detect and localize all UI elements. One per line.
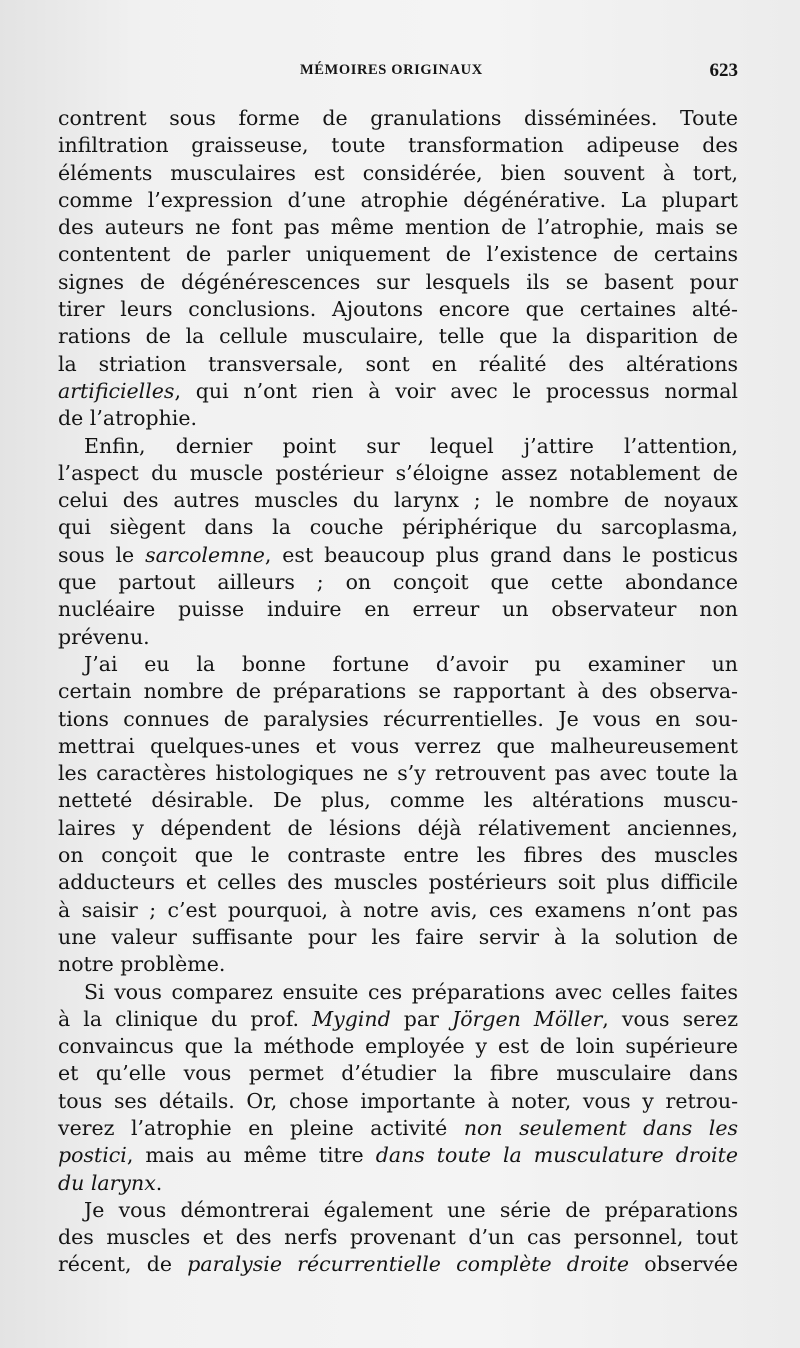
text-span: l’aspect du muscle postérieur s’éloigne assez notablement de <box>58 460 738 485</box>
text-span: par <box>390 1006 453 1031</box>
text-line <box>58 460 738 487</box>
text-span: à saisir ; c’est pourquoi, à notre avis, ces examens n’ont pas <box>58 897 738 922</box>
text-span: une valeur suffisante pour les faire servir à la solution de <box>58 924 738 949</box>
text-line <box>58 787 738 814</box>
text-span: rations de la cellule musculaire, telle que la disparition de <box>58 324 738 349</box>
text-span: , qui n’ont rien à voir avec le processus normal <box>174 378 738 403</box>
text-span: contentent de parler uniquement de l’existence de certains <box>58 242 738 267</box>
text-line <box>58 1006 738 1033</box>
text-span: comme l’expression d’une atrophie dégénérative. La plupart <box>58 187 738 212</box>
text-span: que partout ailleurs ; on conçoit que cette abondance <box>58 570 738 595</box>
text-line <box>58 1088 738 1115</box>
page-number: 623 <box>709 60 738 81</box>
page-header <box>60 62 738 86</box>
text-line <box>58 1142 738 1169</box>
text-line <box>58 378 738 405</box>
text-line <box>58 842 738 869</box>
text-line <box>58 596 738 623</box>
text-span: , est beaucoup plus grand dans le posticus <box>264 542 738 567</box>
running-head: MÉMOIRES ORIGINAUX <box>300 62 483 78</box>
text-span: des muscles et des nerfs provenant d’un cas personnel, tout <box>58 1225 738 1250</box>
text-span: . <box>155 1170 163 1195</box>
italic-text: paralysie récurrentielle complète droite <box>187 1252 629 1277</box>
text-line <box>58 433 738 460</box>
text-line <box>58 897 738 924</box>
text-span: , vous serez <box>602 1006 738 1031</box>
text-line <box>58 1224 738 1251</box>
text-span: à la clinique du prof. <box>58 1006 313 1031</box>
text-span: signes de dégénérescences sur lesquels ils se basent pour <box>58 269 738 294</box>
text-line <box>58 296 738 323</box>
text-span: et qu’elle vous permet d’étudier la fibre musculaire dans <box>58 1061 738 1086</box>
text-span: récent, de <box>58 1252 188 1277</box>
text-span: notre problème. <box>58 952 226 977</box>
text-span: , mais au même titre <box>126 1143 376 1168</box>
text-line <box>58 951 738 978</box>
text-line <box>58 733 738 760</box>
text-line <box>58 487 738 514</box>
text-line <box>58 269 738 296</box>
text-line <box>58 160 738 187</box>
italic-text: du larynx <box>58 1170 156 1195</box>
body-text <box>58 105 738 1279</box>
text-span: verez l’atrophie en pleine activité <box>58 1115 464 1140</box>
text-line <box>58 323 738 350</box>
text-line <box>58 1170 738 1197</box>
text-span: Je vous démontrerai également une série de préparations <box>84 1197 738 1222</box>
text-span: tirer leurs conclusions. Ajoutons encore que certaines alté- <box>58 297 738 322</box>
text-span: nucléaire puisse induire en erreur un observateur non <box>58 597 738 622</box>
italic-text: dans toute la musculature droite <box>375 1143 738 1168</box>
text-span: on conçoit que le contraste entre les fibres des muscles <box>58 843 738 868</box>
text-line <box>58 1115 738 1142</box>
text-span: observée <box>629 1252 738 1277</box>
text-span: éléments musculaires est considérée, bien souvent à tort, <box>58 160 738 185</box>
text-span: les caractères histologiques ne s’y retrouvent pas avec toute la <box>58 761 738 786</box>
text-span: infiltration graisseuse, toute transformation adipeuse des <box>58 133 738 158</box>
text-line <box>58 624 738 651</box>
text-line <box>58 924 738 951</box>
text-span: Enfin, dernier point sur lequel j’attire l’attention, <box>84 433 738 458</box>
text-span: tous ses détails. Or, chose importante à noter, vous y retrou- <box>58 1088 738 1113</box>
text-line <box>58 651 738 678</box>
italic-text: non seulement dans les <box>463 1115 738 1140</box>
text-line <box>58 405 738 432</box>
text-line <box>58 815 738 842</box>
text-line <box>58 869 738 896</box>
text-line <box>58 979 738 1006</box>
text-span: de l’atrophie. <box>58 406 197 431</box>
text-line <box>58 514 738 541</box>
text-span: adducteurs et celles des muscles postérieurs soit plus difficile <box>58 870 738 895</box>
text-line <box>58 1033 738 1060</box>
text-line <box>58 760 738 787</box>
italic-text: Jörgen Möller <box>452 1006 603 1031</box>
text-line <box>58 105 738 132</box>
italic-text: postici <box>58 1143 127 1168</box>
text-span: Si vous comparez ensuite ces préparations avec celles faites <box>84 979 738 1004</box>
text-span: celui des autres muscles du larynx ; le nombre de noyaux <box>58 488 738 513</box>
text-line <box>58 1060 738 1087</box>
text-line <box>58 1251 738 1278</box>
text-span: qui siègent dans la couche périphérique du sarcoplasma, <box>58 515 738 540</box>
text-span: certain nombre de préparations se rapportant à des observa- <box>58 679 738 704</box>
text-line <box>58 187 738 214</box>
italic-text: artificielles <box>58 378 175 403</box>
text-line <box>58 706 738 733</box>
text-span: netteté désirable. De plus, comme les altérations muscu- <box>58 788 738 813</box>
italic-text: Mygind <box>312 1006 391 1031</box>
text-span: sous le <box>58 542 146 567</box>
text-span: prévenu. <box>58 624 150 649</box>
text-span: J’ai eu la bonne fortune d’avoir pu examiner un <box>84 651 738 676</box>
text-line <box>58 351 738 378</box>
text-line <box>58 1197 738 1224</box>
text-span: des auteurs ne font pas même mention de l’atrophie, mais se <box>58 215 738 240</box>
text-line <box>58 132 738 159</box>
text-span: contrent sous forme de granulations disséminées. Toute <box>58 106 738 130</box>
text-line <box>58 241 738 268</box>
text-line <box>58 569 738 596</box>
text-line <box>58 542 738 569</box>
text-span: tions connues de paralysies récurrentielles. Je vous en sou- <box>58 706 738 731</box>
text-line <box>58 678 738 705</box>
italic-text: sarcolemne <box>145 542 265 567</box>
text-line <box>58 214 738 241</box>
text-span: mettrai quelques-unes et vous verrez que malheureusement <box>58 733 738 758</box>
text-span: la striation transversale, sont en réalité des altérations <box>58 351 738 376</box>
text-span: laires y dépendent de lésions déjà rélativement anciennes, <box>58 815 738 840</box>
text-span: convaincus que la méthode employée y est de loin supérieure <box>58 1034 738 1059</box>
